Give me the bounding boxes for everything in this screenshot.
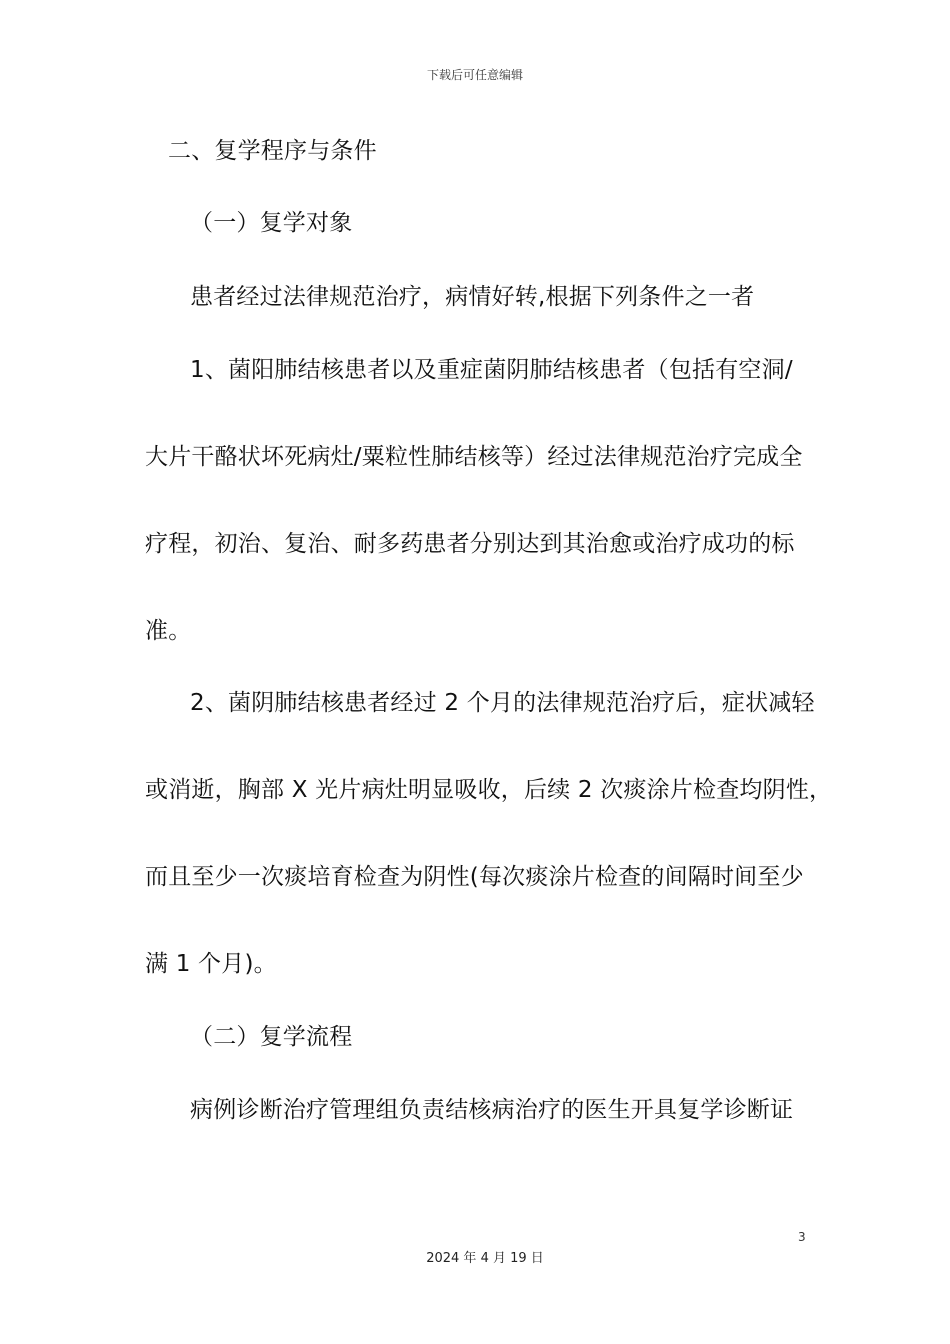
page-footer-date: 2024 年 4 月 19 日 bbox=[426, 1251, 544, 1266]
paragraph-1-line-1: 1、菌阳肺结核患者以及重症菌阴肺结核患者（包括有空洞/ bbox=[190, 357, 793, 383]
page-header: 下载后可任意编辑 bbox=[426, 68, 523, 82]
paragraph-1-line-3: 疗程，初治、复治、耐多药患者分别达到其治愈或治疗成功的标 bbox=[145, 531, 795, 557]
paragraph-intro: 患者经过法律规范治疗，病情好转,根据下列条件之一者 bbox=[190, 284, 755, 310]
paragraph-2-line-3: 而且至少一次痰培育检查为阴性(每次痰涂片检查的间隔时间至少 bbox=[145, 864, 804, 890]
subsection-heading-1: （一）复学对象 bbox=[190, 210, 353, 236]
page-number: 3 bbox=[798, 1230, 806, 1244]
paragraph-2-line-2: 或消逝，胸部 X 光片病灶明显吸收，后续 2 次痰涂片检查均阴性， bbox=[145, 777, 833, 803]
paragraph-2-line-1: 2、菌阴肺结核患者经过 2 个月的法律规范治疗后，症状减轻 bbox=[190, 690, 815, 716]
paragraph-3-line-1: 病例诊断治疗管理组负责结核病治疗的医生开具复学诊断证 bbox=[190, 1097, 794, 1123]
subsection-heading-2: （二）复学流程 bbox=[190, 1024, 353, 1050]
paragraph-1-line-4: 准。 bbox=[145, 618, 192, 644]
paragraph-1-line-2: 大片干酪状坏死病灶/粟粒性肺结核等）经过法律规范治疗完成全 bbox=[145, 444, 803, 470]
section-heading: 二、复学程序与条件 bbox=[168, 138, 377, 164]
paragraph-2-line-4: 满 1 个月)。 bbox=[145, 951, 277, 977]
